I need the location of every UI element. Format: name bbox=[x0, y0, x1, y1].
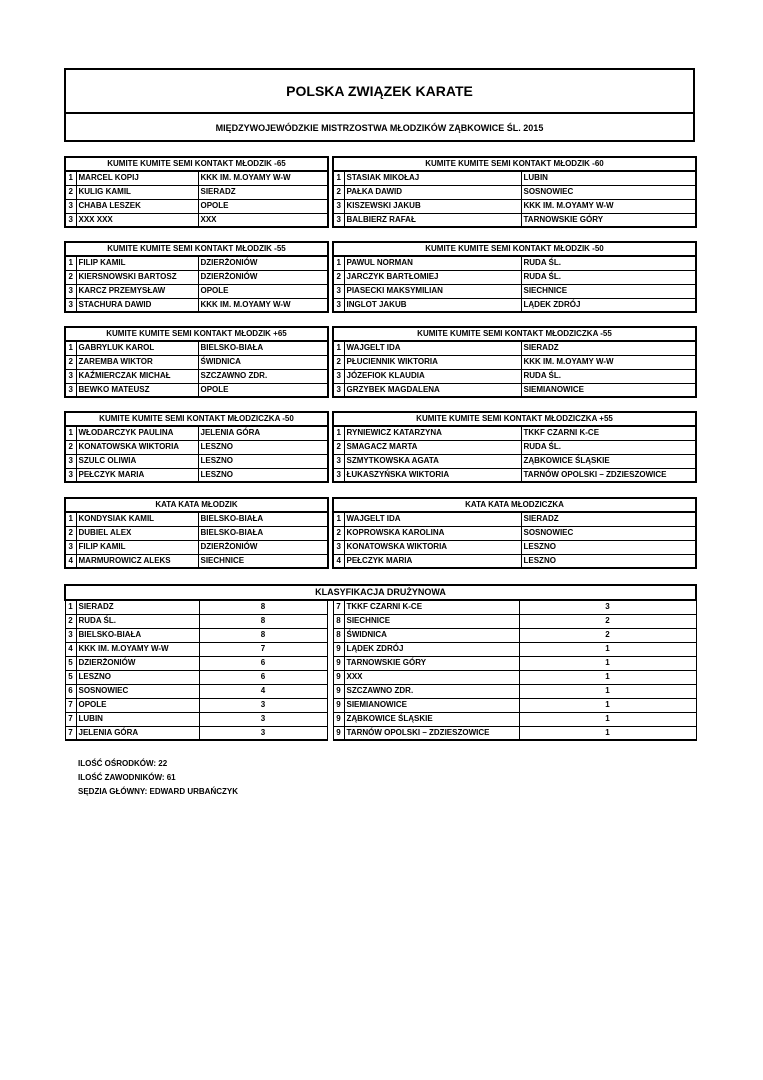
club-name: OPOLE bbox=[198, 199, 328, 213]
result-row bbox=[333, 355, 696, 369]
team-club: RUDA ŚL. bbox=[76, 614, 199, 628]
club-name: BIELSKO-BIAŁA bbox=[198, 526, 328, 540]
club-name: TKKF CZARNI K-CE bbox=[521, 426, 696, 440]
competitor-name: KIERSNOWSKI BARTOSZ bbox=[76, 270, 198, 284]
team-club: KKK IM. M.OYAMY W-W bbox=[76, 642, 199, 656]
category-table bbox=[332, 156, 697, 228]
result-row bbox=[333, 256, 696, 270]
category-table bbox=[64, 326, 329, 398]
result-row bbox=[65, 369, 328, 383]
team-club: TKKF CZARNI K-CE bbox=[344, 600, 519, 614]
result-row bbox=[333, 454, 696, 468]
place-cell: 3 bbox=[65, 540, 76, 554]
result-row bbox=[65, 270, 328, 284]
competitor-name: WAJGELT IDA bbox=[344, 512, 521, 526]
team-club: DZIERŻONIÓW bbox=[76, 656, 199, 670]
place-cell: 1 bbox=[65, 171, 76, 185]
competitor-name: MARMUROWICZ ALEKS bbox=[76, 554, 198, 568]
team-club: LĄDEK ZDRÓJ bbox=[344, 642, 519, 656]
team-club: JELENIA GÓRA bbox=[76, 726, 199, 740]
club-name: TARNÓW OPOLSKI – ZDZIESZOWICE bbox=[521, 468, 696, 482]
club-name: KKK IM. M.OYAMY W-W bbox=[198, 298, 328, 312]
team-club: TARNOWSKIE GÓRY bbox=[344, 656, 519, 670]
category-title: KUMITE KUMITE SEMI KONTAKT MŁODZICZKA +55 bbox=[333, 412, 696, 426]
competitor-name: PIASECKI MAKSYMILIAN bbox=[344, 284, 521, 298]
place-cell: 3 bbox=[65, 454, 76, 468]
team-club: OPOLE bbox=[76, 698, 199, 712]
team-place: 5 bbox=[65, 656, 76, 670]
team-club: SIERADZ bbox=[76, 600, 199, 614]
competitor-name: PŁUCIENNIK WIKTORIA bbox=[344, 355, 521, 369]
team-row bbox=[65, 670, 696, 684]
place-cell: 3 bbox=[333, 468, 344, 482]
place-cell: 1 bbox=[333, 171, 344, 185]
place-cell: 3 bbox=[65, 468, 76, 482]
place-cell: 1 bbox=[65, 341, 76, 355]
club-name: SIECHNICE bbox=[198, 554, 328, 568]
team-points: 2 bbox=[519, 628, 696, 642]
result-row bbox=[333, 526, 696, 540]
category-title: KATA KATA MŁODZICZKA bbox=[333, 498, 696, 512]
club-name: JELENIA GÓRA bbox=[198, 426, 328, 440]
competitor-name: KONATOWSKA WIKTORIA bbox=[76, 440, 198, 454]
category-table bbox=[64, 411, 329, 483]
team-points: 3 bbox=[519, 600, 696, 614]
club-name: LUBIN bbox=[521, 171, 696, 185]
club-name: RUDA ŚL. bbox=[521, 270, 696, 284]
result-row bbox=[333, 298, 696, 312]
competitor-name: DUBIEL ALEX bbox=[76, 526, 198, 540]
centers-count: ILOŚĆ OŚRODKÓW: 22 bbox=[78, 759, 168, 768]
club-name: SOSNOWIEC bbox=[521, 185, 696, 199]
competitor-name: FILIP KAMIL bbox=[76, 256, 198, 270]
result-row bbox=[65, 284, 328, 298]
place-cell: 3 bbox=[65, 213, 76, 227]
document-footer bbox=[78, 757, 238, 799]
team-points: 1 bbox=[519, 684, 696, 698]
result-row bbox=[333, 270, 696, 284]
team-points: 6 bbox=[199, 670, 327, 684]
team-classification-table bbox=[64, 584, 697, 741]
competitor-name: KARCZ PRZEMYSŁAW bbox=[76, 284, 198, 298]
result-row bbox=[333, 171, 696, 185]
category-table bbox=[64, 156, 329, 228]
category-title: KUMITE KUMITE SEMI KONTAKT MŁODZIK +65 bbox=[65, 327, 328, 341]
team-points: 1 bbox=[519, 656, 696, 670]
category-title: KUMITE KUMITE SEMI KONTAKT MŁODZICZKA -55 bbox=[333, 327, 696, 341]
category-title: KUMITE KUMITE SEMI KONTAKT MŁODZIK -55 bbox=[65, 242, 328, 256]
club-name: LESZNO bbox=[198, 468, 328, 482]
club-name: OPOLE bbox=[198, 383, 328, 397]
team-club: SIEMIANOWICE bbox=[344, 698, 519, 712]
competitor-name: BALBIERZ RAFAŁ bbox=[344, 213, 521, 227]
competitor-name: RYNIEWICZ KATARZYNA bbox=[344, 426, 521, 440]
team-club: BIELSKO-BIAŁA bbox=[76, 628, 199, 642]
competitor-name: ZAREMBA WIKTOR bbox=[76, 355, 198, 369]
team-club: SIECHNICE bbox=[344, 614, 519, 628]
team-classification-title: KLASYFIKACJA DRUŻYNOWA bbox=[65, 585, 696, 600]
competitor-name: GABRYLUK KAROL bbox=[76, 341, 198, 355]
result-row bbox=[333, 383, 696, 397]
competitor-name: STASIAK MIKOŁAJ bbox=[344, 171, 521, 185]
team-row bbox=[65, 656, 696, 670]
team-row bbox=[65, 642, 696, 656]
place-cell: 3 bbox=[65, 199, 76, 213]
competitor-name: MARCEL KOPIJ bbox=[76, 171, 198, 185]
place-cell: 3 bbox=[65, 383, 76, 397]
competitor-name: SZULC OLIWIA bbox=[76, 454, 198, 468]
competitor-name: BEWKO MATEUSZ bbox=[76, 383, 198, 397]
team-club: TARNÓW OPOLSKI – ZDZIESZOWICE bbox=[344, 726, 519, 740]
competitors-count: ILOŚĆ ZAWODNIKÓW: 61 bbox=[78, 773, 176, 782]
place-cell: 4 bbox=[333, 554, 344, 568]
document-title: POLSKA ZWIĄZEK KARATE bbox=[66, 70, 693, 114]
club-name: DZIERŻONIÓW bbox=[198, 540, 328, 554]
place-cell: 1 bbox=[333, 341, 344, 355]
category-title: KUMITE KUMITE SEMI KONTAKT MŁODZICZKA -50 bbox=[65, 412, 328, 426]
result-row bbox=[65, 426, 328, 440]
document-header bbox=[64, 68, 695, 142]
club-name: KKK IM. M.OYAMY W-W bbox=[198, 171, 328, 185]
club-name: SIECHNICE bbox=[521, 284, 696, 298]
place-cell: 2 bbox=[333, 185, 344, 199]
result-row bbox=[333, 468, 696, 482]
team-place: 3 bbox=[65, 628, 76, 642]
place-cell: 3 bbox=[333, 284, 344, 298]
place-cell: 2 bbox=[65, 526, 76, 540]
club-name: DZIERŻONIÓW bbox=[198, 270, 328, 284]
club-name: SIERADZ bbox=[521, 512, 696, 526]
result-row bbox=[333, 554, 696, 568]
result-row bbox=[65, 199, 328, 213]
team-points: 1 bbox=[519, 726, 696, 740]
place-cell: 3 bbox=[333, 540, 344, 554]
team-club: SZCZAWNO ZDR. bbox=[344, 684, 519, 698]
competitor-name: JÓZEFIOK KLAUDIA bbox=[344, 369, 521, 383]
team-points: 7 bbox=[199, 642, 327, 656]
competitor-name: GRZYBEK MAGDALENA bbox=[344, 383, 521, 397]
result-row bbox=[65, 298, 328, 312]
club-name: OPOLE bbox=[198, 284, 328, 298]
place-cell: 1 bbox=[333, 426, 344, 440]
club-name: SOSNOWIEC bbox=[521, 526, 696, 540]
club-name: XXX bbox=[198, 213, 328, 227]
category-title: KATA KATA MŁODZIK bbox=[65, 498, 328, 512]
team-place: 9 bbox=[333, 726, 344, 740]
team-row bbox=[65, 600, 696, 614]
result-row bbox=[65, 185, 328, 199]
team-row bbox=[65, 726, 696, 740]
team-row bbox=[65, 698, 696, 712]
category-table bbox=[332, 241, 697, 313]
result-row bbox=[333, 185, 696, 199]
competitor-name: WAJGELT IDA bbox=[344, 341, 521, 355]
club-name: KKK IM. M.OYAMY W-W bbox=[521, 355, 696, 369]
team-place: 1 bbox=[65, 600, 76, 614]
club-name: RUDA ŚL. bbox=[521, 440, 696, 454]
category-table bbox=[332, 326, 697, 398]
place-cell: 1 bbox=[65, 256, 76, 270]
category-table bbox=[332, 497, 697, 569]
result-row bbox=[65, 213, 328, 227]
competitor-name: KISZEWSKI JAKUB bbox=[344, 199, 521, 213]
competitor-name: WŁODARCZYK PAULINA bbox=[76, 426, 198, 440]
team-place: 2 bbox=[65, 614, 76, 628]
club-name: LESZNO bbox=[198, 440, 328, 454]
club-name: LESZNO bbox=[198, 454, 328, 468]
place-cell: 3 bbox=[65, 369, 76, 383]
team-points: 3 bbox=[199, 698, 327, 712]
team-place: 9 bbox=[333, 698, 344, 712]
team-points: 8 bbox=[199, 614, 327, 628]
category-title: KUMITE KUMITE SEMI KONTAKT MŁODZIK -60 bbox=[333, 157, 696, 171]
competitor-name: PAŁKA DAWID bbox=[344, 185, 521, 199]
team-place: 7 bbox=[65, 698, 76, 712]
competitor-name: FILIP KAMIL bbox=[76, 540, 198, 554]
team-club: LESZNO bbox=[76, 670, 199, 684]
competitor-name: SZMYTKOWSKA AGATA bbox=[344, 454, 521, 468]
place-cell: 2 bbox=[333, 526, 344, 540]
club-name: LESZNO bbox=[521, 554, 696, 568]
competitor-name: KAŹMIERCZAK MICHAŁ bbox=[76, 369, 198, 383]
team-place: 7 bbox=[333, 600, 344, 614]
club-name: LESZNO bbox=[521, 540, 696, 554]
place-cell: 4 bbox=[65, 554, 76, 568]
competitor-name: PAWUL NORMAN bbox=[344, 256, 521, 270]
place-cell: 1 bbox=[65, 512, 76, 526]
result-row bbox=[333, 540, 696, 554]
result-row bbox=[65, 512, 328, 526]
club-name: RUDA ŚL. bbox=[521, 369, 696, 383]
club-name: SIERADZ bbox=[198, 185, 328, 199]
team-club: ZĄBKOWICE ŚLĄSKIE bbox=[344, 712, 519, 726]
team-row bbox=[65, 684, 696, 698]
club-name: DZIERŻONIÓW bbox=[198, 256, 328, 270]
result-row bbox=[65, 256, 328, 270]
competitor-name: PEŁCZYK MARIA bbox=[76, 468, 198, 482]
competitor-name: XXX XXX bbox=[76, 213, 198, 227]
competitor-name: ŁUKASZYŃSKA WIKTORIA bbox=[344, 468, 521, 482]
result-row bbox=[333, 512, 696, 526]
competitor-name: KONATOWSKA WIKTORIA bbox=[344, 540, 521, 554]
competitor-name: CHABA LESZEK bbox=[76, 199, 198, 213]
document-subtitle: MIĘDZYWOJEWÓDZKIE MISTRZOSTWA MŁODZIKÓW ZĄBKOWICE ŚL. 2015 bbox=[215, 123, 544, 133]
team-row bbox=[65, 712, 696, 726]
team-place: 5 bbox=[65, 670, 76, 684]
club-name: KKK IM. M.OYAMY W-W bbox=[521, 199, 696, 213]
team-place: 8 bbox=[333, 628, 344, 642]
result-row bbox=[333, 341, 696, 355]
club-name: TARNOWSKIE GÓRY bbox=[521, 213, 696, 227]
team-club: ŚWIDNICA bbox=[344, 628, 519, 642]
result-row bbox=[65, 540, 328, 554]
result-row bbox=[65, 171, 328, 185]
place-cell: 2 bbox=[333, 440, 344, 454]
team-row bbox=[65, 614, 696, 628]
club-name: SIEMIANOWICE bbox=[521, 383, 696, 397]
team-place: 4 bbox=[65, 642, 76, 656]
place-cell: 2 bbox=[65, 270, 76, 284]
category-table bbox=[332, 411, 697, 483]
club-name: BIELSKO-BIAŁA bbox=[198, 341, 328, 355]
place-cell: 3 bbox=[333, 298, 344, 312]
team-points: 1 bbox=[519, 712, 696, 726]
result-row bbox=[65, 454, 328, 468]
team-points: 1 bbox=[519, 670, 696, 684]
team-points: 3 bbox=[199, 726, 327, 740]
result-row bbox=[65, 468, 328, 482]
club-name: BIELSKO-BIAŁA bbox=[198, 512, 328, 526]
chief-referee: SĘDZIA GŁÓWNY: EDWARD URBAŃCZYK bbox=[78, 787, 238, 796]
result-row bbox=[65, 440, 328, 454]
category-title: KUMITE KUMITE SEMI KONTAKT MŁODZIK -50 bbox=[333, 242, 696, 256]
team-club: SOSNOWIEC bbox=[76, 684, 199, 698]
place-cell: 1 bbox=[65, 426, 76, 440]
competitor-name: PEŁCZYK MARIA bbox=[344, 554, 521, 568]
place-cell: 1 bbox=[333, 256, 344, 270]
team-place: 9 bbox=[333, 656, 344, 670]
club-name: SIERADZ bbox=[521, 341, 696, 355]
team-place: 9 bbox=[333, 642, 344, 656]
team-row bbox=[65, 628, 696, 642]
competitor-name: KONDYSIAK KAMIL bbox=[76, 512, 198, 526]
team-points: 4 bbox=[199, 684, 327, 698]
place-cell: 3 bbox=[333, 383, 344, 397]
place-cell: 3 bbox=[65, 298, 76, 312]
team-club: XXX bbox=[344, 670, 519, 684]
club-name: ŚWIDNICA bbox=[198, 355, 328, 369]
place-cell: 3 bbox=[333, 213, 344, 227]
place-cell: 2 bbox=[65, 355, 76, 369]
team-place: 7 bbox=[65, 712, 76, 726]
team-place: 9 bbox=[333, 712, 344, 726]
result-row bbox=[333, 426, 696, 440]
team-place: 9 bbox=[333, 670, 344, 684]
result-row bbox=[333, 284, 696, 298]
competitor-name: SMAGACZ MARTA bbox=[344, 440, 521, 454]
place-cell: 3 bbox=[65, 284, 76, 298]
team-place: 7 bbox=[65, 726, 76, 740]
team-club: LUBIN bbox=[76, 712, 199, 726]
competitor-name: JARCZYK BARTŁOMIEJ bbox=[344, 270, 521, 284]
category-table bbox=[64, 497, 329, 569]
result-row bbox=[333, 213, 696, 227]
place-cell: 2 bbox=[65, 185, 76, 199]
club-name: SZCZAWNO ZDR. bbox=[198, 369, 328, 383]
team-place: 8 bbox=[333, 614, 344, 628]
result-row bbox=[65, 383, 328, 397]
result-row bbox=[65, 355, 328, 369]
place-cell: 3 bbox=[333, 199, 344, 213]
team-place: 9 bbox=[333, 684, 344, 698]
result-row bbox=[333, 369, 696, 383]
competitor-name: KOPROWSKA KAROLINA bbox=[344, 526, 521, 540]
result-row bbox=[333, 199, 696, 213]
team-points: 1 bbox=[519, 698, 696, 712]
place-cell: 1 bbox=[333, 512, 344, 526]
team-points: 1 bbox=[519, 642, 696, 656]
place-cell: 3 bbox=[333, 369, 344, 383]
team-points: 8 bbox=[199, 628, 327, 642]
result-row bbox=[65, 341, 328, 355]
competitor-name: KULIG KAMIL bbox=[76, 185, 198, 199]
category-title: KUMITE KUMITE SEMI KONTAKT MŁODZIK -65 bbox=[65, 157, 328, 171]
result-row bbox=[65, 554, 328, 568]
category-table bbox=[64, 241, 329, 313]
place-cell: 2 bbox=[65, 440, 76, 454]
competitor-name: INGLOT JAKUB bbox=[344, 298, 521, 312]
competitor-name: STACHURA DAWID bbox=[76, 298, 198, 312]
place-cell: 2 bbox=[333, 355, 344, 369]
club-name: ZĄBKOWICE ŚLĄSKIE bbox=[521, 454, 696, 468]
club-name: LĄDEK ZDRÓJ bbox=[521, 298, 696, 312]
team-points: 2 bbox=[519, 614, 696, 628]
team-points: 6 bbox=[199, 656, 327, 670]
result-row bbox=[333, 440, 696, 454]
team-points: 8 bbox=[199, 600, 327, 614]
team-points: 3 bbox=[199, 712, 327, 726]
place-cell: 3 bbox=[333, 454, 344, 468]
place-cell: 2 bbox=[333, 270, 344, 284]
club-name: RUDA ŚL. bbox=[521, 256, 696, 270]
team-place: 6 bbox=[65, 684, 76, 698]
result-row bbox=[65, 526, 328, 540]
